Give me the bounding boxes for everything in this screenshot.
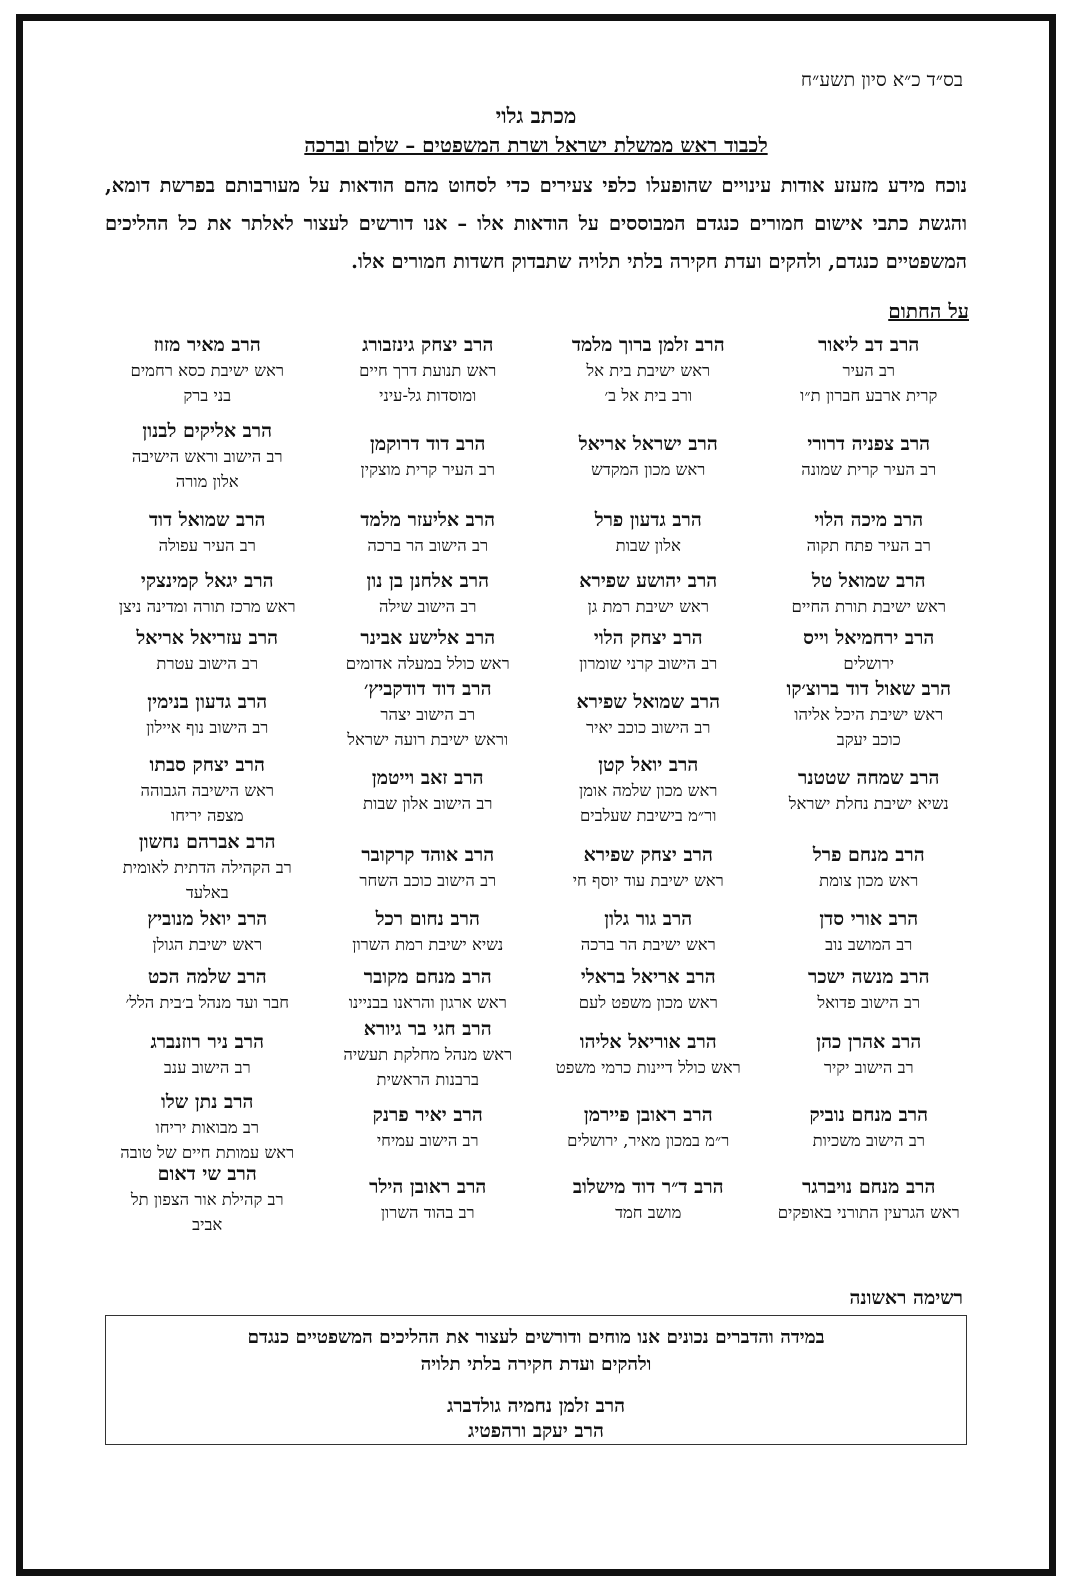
hebrew-date: בס״ד כ״א סיון תשע״ח [800, 69, 963, 91]
signatory-title: ורב בית אל ב׳ [604, 386, 693, 405]
signatory [318, 1089, 539, 1165]
signatory [759, 621, 980, 679]
signatory-title: אביב [192, 1215, 223, 1234]
signatory [538, 1089, 759, 1165]
signatory-title: רב הישוב קרני שומרון [579, 653, 718, 673]
signatory-name: הרב נתן שלו [161, 1091, 254, 1113]
signatory-title: ברבנות הראשית [376, 1070, 479, 1089]
signatory-row [97, 679, 979, 749]
signatory [97, 565, 318, 621]
signatory [759, 413, 980, 499]
signatory-name: הרב מנשה ישכר [807, 965, 930, 988]
document-frame [16, 14, 1056, 1576]
signatory-name: הרב דוד דודקביץ׳ [363, 678, 492, 700]
signatory-name: הרב מנחם נוביק [809, 1103, 929, 1126]
signatory [318, 327, 539, 413]
signatory-title: רב הישוב נוף איילון [146, 717, 269, 737]
signatory-title: רב העיר עפולה [158, 535, 256, 555]
signatory-row [97, 1019, 979, 1089]
signatory-row [97, 1089, 979, 1165]
signatory-name: הרב יואל קטן [598, 754, 699, 776]
signatory [97, 903, 318, 959]
signatory-title: רב בהוד השרון [380, 1202, 475, 1222]
signatory-title: רב הישוב כוכב השחר [359, 870, 497, 890]
signatory-title: ראש מנהל מחלקת תעשיה [343, 1045, 513, 1064]
signatory [538, 621, 759, 679]
signatory [759, 903, 980, 959]
signatory-title: רב העיר קרית שמונה [801, 459, 937, 479]
signatory-title: ראש עמותת חיים של טובה [120, 1143, 295, 1162]
signatory [97, 499, 318, 565]
signatory [318, 959, 539, 1019]
signatory [318, 413, 539, 499]
statement-box [105, 1315, 967, 1445]
signatory-name: הרב אוריאל אליהו [579, 1030, 717, 1053]
signatory-name: הרב אליקים לבנון [142, 420, 273, 442]
signatory [759, 1089, 980, 1165]
signatory-title: נשיא ישיבת נחלת ישראל [788, 793, 949, 813]
statement-text [106, 1324, 966, 1378]
signatory-name: הרב ראובן פיירמן [583, 1103, 713, 1126]
signatory-title: ראש ישיבת הגולן [152, 934, 263, 954]
signatory [97, 1165, 318, 1233]
signatory-name: הרב שי דאום [157, 1163, 257, 1185]
signatory-name: הרב אלישע אבינר [360, 626, 496, 649]
signatory-title: מושב חמד [615, 1202, 682, 1222]
signatory-name: הרב אורי סדן [819, 907, 919, 930]
signatory [97, 1089, 318, 1165]
signatory [97, 621, 318, 679]
signatory-title: ראש מכון צומת [819, 870, 919, 890]
signatory [538, 679, 759, 749]
signatory-title: ראש מרכז תורה ומדינה ניצן [118, 596, 296, 616]
signatory-name: הרב יצחק גינזבורג [362, 334, 494, 356]
signatory-title: וראש ישיבת רועה ישראל [347, 730, 509, 749]
signatory-title: ראש תנועת דרך חיים [359, 361, 497, 380]
signatory-title: רב העיר פתח תקוה [806, 535, 931, 555]
signatory-name: הרב דב ליאור [818, 334, 920, 356]
signatory-title: רב הישוב יצהר [380, 705, 476, 724]
signatory-name: הרב גדעון בנימין [147, 690, 268, 713]
signatory-title: ראש כולל דיינות כרמי משפט [555, 1057, 741, 1077]
signatory-title: ראש כולל במעלה אדומים [345, 653, 510, 673]
signatory [759, 327, 980, 413]
signatory-name: הרב יצחק הלוי [593, 626, 703, 649]
signatory-title: רב הישוב וראש הישיבה [131, 447, 283, 466]
signatories-grid [97, 327, 979, 1233]
signatory-title: ראש ישיבת היכל אליהו [794, 705, 944, 724]
signatory-title: קרית ארבע חברון ת״ו [800, 386, 938, 405]
signatory-title: רב הישוב יקיר [823, 1057, 914, 1077]
signatory-title: ראש ישיבת הר ברכה [580, 934, 716, 954]
signatory-name: הרב זאב וייטמן [371, 766, 484, 789]
signatory [97, 959, 318, 1019]
signatory-title: ראש ישיבת רמת גן [587, 596, 709, 616]
signatory-title: רב הישוב כוכב יאיר [586, 717, 711, 737]
signatory [538, 831, 759, 903]
signatory-row [97, 831, 979, 903]
statement-signers [106, 1394, 966, 1444]
signatory-title: רב הישוב ענב [163, 1057, 251, 1077]
letter-title: מכתב גלוי [495, 103, 577, 128]
signatory-name: הרב מנחם מקובר [363, 965, 492, 988]
signatory-name: הרב שמואל טל [811, 569, 926, 592]
signatory-name: הרב נחום רכל [375, 907, 480, 930]
signatory [318, 1165, 539, 1233]
signatory-name: הרב עזריאל אריאל [136, 626, 279, 649]
signatory [318, 1019, 539, 1089]
signatory-row [97, 749, 979, 831]
signatory [759, 1019, 980, 1089]
signatory [318, 621, 539, 679]
signatory-title: נשיא ישיבת רמת השרון [352, 934, 504, 954]
signatory-name: הרב דוד דרוקמן [370, 432, 486, 455]
signatory-title: מצפה יריחו [170, 806, 244, 825]
signatory-name: הרב מנחם נויברגר [802, 1175, 936, 1198]
signatory [97, 1019, 318, 1089]
signatory-title: רב המושב נוב [825, 934, 913, 954]
signatories-heading: על החתום [888, 299, 969, 323]
signatory-name: הרב חגי בר גיורא [363, 1018, 492, 1040]
signatory-name: הרב ישראל אריאל [578, 432, 718, 455]
statement-signer-1: הרב זלמן נחמיה גולדברג [446, 1395, 626, 1417]
signatory-title: רב העיר [842, 361, 896, 380]
signatory [538, 959, 759, 1019]
signatory [759, 749, 980, 831]
signatory-title: ירושלים [843, 653, 895, 673]
signatory-name: הרב זלמן ברוך מלמד [571, 334, 725, 356]
signatory-title: כוכב יעקב [836, 730, 901, 749]
signatory-row [97, 565, 979, 621]
signatory-name: הרב צפניה דרורי [807, 432, 931, 455]
signatory-name: הרב אלחנן בן נון [366, 569, 489, 592]
signatory [97, 327, 318, 413]
signatory-name: הרב יצחק שפירא [583, 843, 713, 866]
signatory-name: הרב יואל מנוביץ [147, 907, 268, 930]
signatory-title: ראש ארגון והראנו בבניינו [348, 992, 507, 1012]
signatory-title: ראש ישיבת כסא רחמים [130, 361, 284, 380]
signatory-name: הרב ירחמיאל וייס [803, 626, 935, 649]
signatory-name: הרב שמואל שפירא [576, 690, 721, 713]
signatory [759, 499, 980, 565]
signatory [97, 413, 318, 499]
signatory-name: הרב יגאל קמינצקי [140, 569, 274, 592]
signatory [97, 749, 318, 831]
signatory-name: הרב ניר רוזנברג [150, 1030, 265, 1053]
signatory-row [97, 413, 979, 499]
statement-signer-2: הרב יעקב ורהפטיג [468, 1420, 604, 1442]
signatory [538, 327, 759, 413]
signatory-title: חבר ועד מנהל ב׳בית הלל׳ [125, 992, 289, 1012]
letter-body: נוכח מידע מזעזע אודות עינויים שהופעלו כלפי צעירים כדי לסחוט מהם הודאות על מעורבותם בפרשת דומא, והגשת כתבי אישום חמורים כנגדם המבוססים על הודאות אלו – אנו דורשים לעצור לאלתר את כל ההליכים המשפטיים כנגדם, ולהקים ועדת חקירה בלתי תלויה שתבדוק חשדות חמורים אלו. [105, 174, 967, 273]
signatory-row [97, 1165, 979, 1233]
signatory-row [97, 327, 979, 413]
signatory-title: ר״מ במכון מאיר, ירושלים [567, 1130, 730, 1150]
signatory [759, 959, 980, 1019]
signatory [318, 903, 539, 959]
signatory-name: הרב מאיר מזוז [153, 334, 261, 356]
statement-line-1: במידה והדברים נכונים אנו מוחים ודורשים לעצור את ההליכים המשפטיים כנגדם [247, 1327, 825, 1348]
signatory-title: אלון מורה [175, 472, 239, 491]
signatory-name: הרב ראובן הילר [369, 1175, 487, 1198]
signatory-row [97, 959, 979, 1019]
signatory-name: הרב שלמה הכט [147, 965, 267, 988]
signatory-name: הרב יאיר פרנק [372, 1103, 483, 1126]
signatory [759, 831, 980, 903]
signatory-title: ראש הגרעין התורני באופקים [777, 1202, 960, 1222]
signatory-title: ראש מכון שלמה אומן [579, 781, 718, 800]
signatory-title: בני ברק [183, 386, 232, 405]
signatory [318, 749, 539, 831]
signatory-name: הרב אליעזר מלמד [360, 508, 496, 531]
signatory-name: הרב גור גלון [604, 907, 693, 930]
signatory-title: אלון שבות [615, 535, 681, 555]
signatory-name: הרב שאול דוד ברוצ׳קו [786, 678, 952, 700]
signatory-title: רב העיר קרית מוצקין [360, 459, 495, 479]
signatory-title: רב הישוב משכיות [812, 1130, 925, 1150]
signatory [538, 749, 759, 831]
signatory [538, 499, 759, 565]
signatory-title: ומוסדות גל-עיני [379, 386, 477, 405]
signatory [97, 679, 318, 749]
signatory [759, 679, 980, 749]
signatory-title: רב קהילת אור הצפון תל [130, 1190, 284, 1209]
signatory-title: באלעד [185, 883, 229, 902]
signatory-title: רב הישוב עמיחי [376, 1130, 479, 1150]
signatory [538, 1019, 759, 1089]
signatory-title: רב הישוב אלון שבות [363, 793, 493, 813]
signatory [759, 565, 980, 621]
signatory [759, 1165, 980, 1233]
signatory-name: הרב גדעון פרל [594, 508, 702, 531]
signatory [538, 903, 759, 959]
signatory-name: הרב יצחק סבתו [149, 754, 265, 776]
signatory-title: ראש הישיבה הגבוהה [140, 781, 275, 800]
signatory-name: הרב ד״ר דוד מישלוב [572, 1175, 724, 1198]
first-list-label: רשימה ראשונה [849, 1287, 963, 1309]
signatory [318, 831, 539, 903]
signatory [318, 565, 539, 621]
signatory-title: רב הקהילה הדתית לאומית [122, 858, 292, 877]
signatory-name: הרב אברהם נחשון [138, 831, 276, 853]
signatory-name: הרב מיכה הלוי [814, 508, 924, 531]
signatory-title: ראש ישיבת תורת החיים [791, 596, 946, 616]
signatory [318, 499, 539, 565]
signatory [538, 565, 759, 621]
signatory-name: הרב יהושע שפירא [579, 569, 718, 592]
signatory-title: רב מבואות יריחו [155, 1118, 259, 1137]
signatory-title: ראש מכון משפט לעם [578, 992, 718, 1012]
signatory-name: הרב אהרן כהן [816, 1030, 922, 1053]
signatory [97, 831, 318, 903]
signatory-name: הרב מנחם פרל [812, 843, 925, 866]
signatory [318, 679, 539, 749]
statement-line-2: ולהקים ועדת חקירה בלתי תלויה [420, 1354, 652, 1375]
signatory-name: הרב אוהד קרקובר [361, 843, 495, 866]
signatory-name: הרב אריאל בראלי [580, 965, 716, 988]
signatory-title: רב הישוב עטרת [156, 653, 259, 673]
signatory-name: הרב שמחה שטטנר [798, 766, 940, 789]
signatory-row [97, 621, 979, 679]
signatory-title: ראש מכון המקדש [591, 459, 706, 479]
signatory-title: רב הישוב פדואל [817, 992, 921, 1012]
signatory-name: הרב שמואל דוד [149, 508, 266, 531]
signatory [538, 413, 759, 499]
signatory-title: ראש ישיבת עוד יוסף חי [572, 870, 724, 890]
signatory-title: רב הישוב הר ברכה [367, 535, 489, 555]
signatory-row [97, 903, 979, 959]
signatory-title: רב הישוב שילה [379, 596, 477, 616]
signatory-title: ראש ישיבת בית אל [586, 361, 711, 380]
signatory-title: ור״מ בישיבת שעלבים [580, 806, 717, 825]
signatory-row [97, 499, 979, 565]
signatory [538, 1165, 759, 1233]
addressee-line: לכבוד ראש ממשלת ישראל ושרת המשפטים – שלום וברכה [304, 133, 768, 157]
